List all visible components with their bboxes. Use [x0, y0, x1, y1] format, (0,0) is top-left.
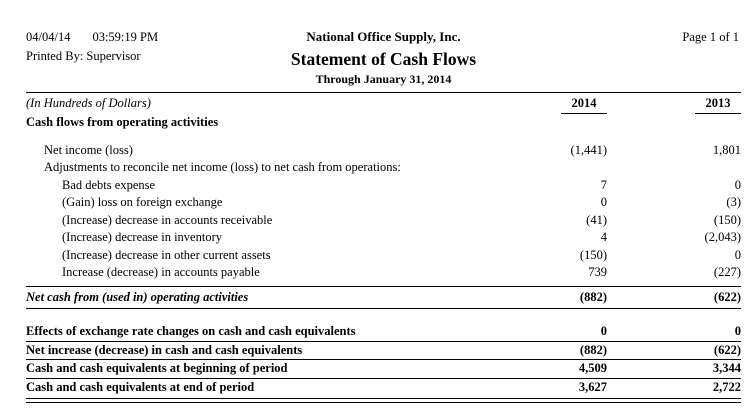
value-2014: 4	[600, 230, 607, 244]
units-label: (In Hundreds of Dollars)	[26, 96, 151, 110]
table-row	[26, 159, 741, 177]
row-label: (Gain) loss on foreign exchange	[62, 195, 223, 209]
table-row	[26, 289, 741, 307]
value-2013	[607, 159, 741, 177]
row-label: (Increase) decrease in inventory	[62, 230, 222, 244]
value-2014: (1,441)	[570, 142, 607, 157]
table-row	[26, 177, 741, 195]
table-row	[26, 264, 741, 282]
printed-by: Printed By: Supervisor	[26, 49, 141, 63]
table-row	[26, 142, 741, 160]
value-2013: 0	[734, 324, 741, 338]
column-header-row	[26, 95, 741, 114]
value-2013: 0	[734, 247, 741, 262]
table-row	[26, 379, 741, 397]
value-2014: (150)	[579, 247, 607, 262]
subtotal-rule	[26, 308, 741, 309]
table-row	[26, 194, 741, 212]
value-2013: 2,722	[712, 379, 741, 394]
row-label: Net cash from (used in) operating activities	[26, 289, 249, 304]
table-row	[26, 342, 741, 360]
report-header	[26, 24, 741, 92]
date-time-line	[26, 30, 158, 45]
header-left	[26, 30, 158, 64]
row-label: Effects of exchange rate changes on cash and cash equivalents	[26, 324, 356, 338]
row-label: Net increase (decrease) in cash and cash equivalents	[26, 342, 303, 357]
row-label: Bad debts expense	[62, 177, 156, 192]
value-2014: 3,627	[578, 379, 607, 394]
column-header-2013: 2013	[607, 95, 741, 114]
row-label: Net income (loss)	[44, 142, 133, 157]
row-label: (Increase) decrease in other current assets	[62, 247, 271, 262]
table-row	[26, 247, 741, 265]
value-2014	[523, 114, 607, 132]
table-row	[26, 114, 741, 132]
value-2013: (3)	[726, 195, 741, 209]
row-label: (Increase) decrease in accounts receivable	[62, 212, 273, 227]
report-title: Statement of Cash Flows	[290, 49, 477, 69]
row-label: Cash and cash equivalents at end of period	[26, 379, 255, 394]
table-row	[26, 212, 741, 230]
row-label: Cash flows from operating activities	[26, 115, 219, 129]
report-time: 03:59:19 PM	[92, 30, 159, 44]
value-2014: 0	[600, 195, 607, 209]
report-period: Through January 31, 2014	[315, 72, 452, 86]
value-2013: (150)	[713, 212, 741, 227]
value-2013: (622)	[713, 289, 741, 304]
value-2013: 1,801	[712, 142, 741, 157]
table-row	[26, 229, 741, 247]
subtotal-rule	[26, 286, 741, 287]
row-label: Cash and cash equivalents at beginning of period	[26, 361, 288, 375]
table-row	[26, 360, 741, 378]
value-2013	[607, 114, 741, 132]
column-header-2014: 2014	[523, 95, 607, 114]
value-2014: (882)	[579, 289, 607, 304]
value-2013: 0	[734, 177, 741, 192]
value-2013: (622)	[713, 342, 741, 357]
page-indicator: Page 1 of 1	[682, 30, 739, 44]
value-2014: (41)	[586, 212, 607, 227]
value-2014: 4,509	[578, 361, 607, 375]
report-date: 04/04/14	[26, 30, 71, 44]
value-2013: 3,344	[712, 361, 741, 375]
row-label: Increase (decrease) in accounts payable	[62, 265, 260, 279]
value-2014: 0	[600, 324, 607, 338]
row-label: Adjustments to reconcile net income (loss) to net cash from operations:	[44, 160, 401, 174]
table-row	[26, 323, 741, 341]
value-2014	[523, 159, 607, 177]
value-2014: 7	[600, 177, 607, 192]
company-name: National Office Supply, Inc.	[306, 29, 461, 44]
value-2013: (227)	[713, 265, 741, 279]
value-2013: (2,043)	[704, 230, 741, 244]
header-divider	[26, 92, 741, 93]
grand-total-rule	[26, 398, 741, 403]
value-2014: (882)	[579, 342, 607, 357]
value-2014: 739	[588, 265, 607, 279]
